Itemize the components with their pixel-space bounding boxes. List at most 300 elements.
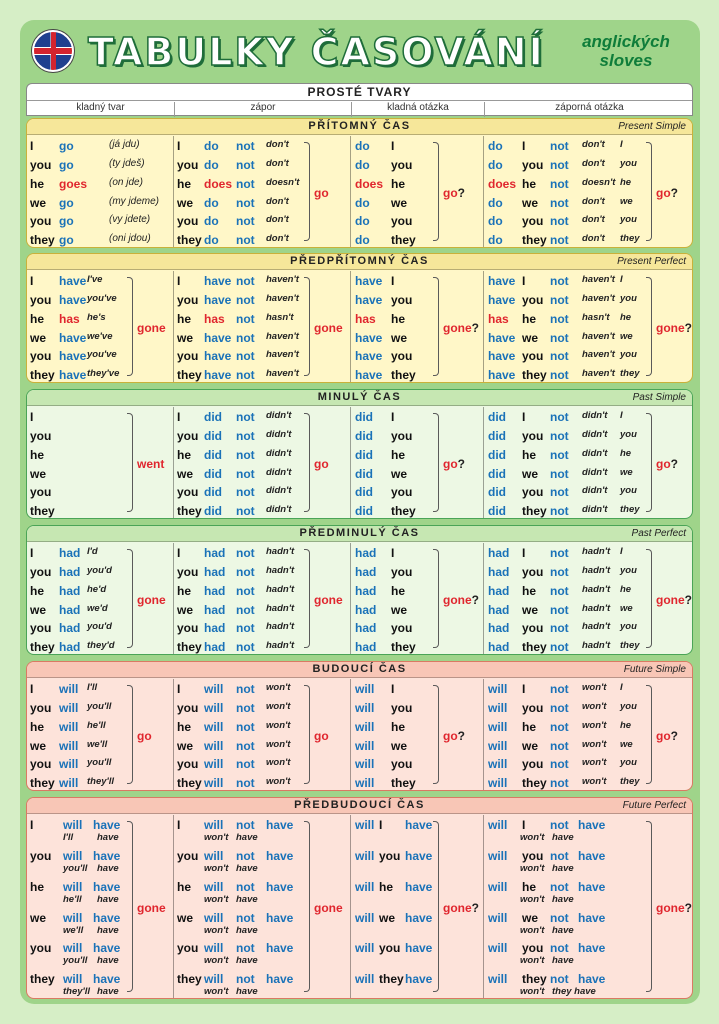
pronoun: you bbox=[522, 700, 544, 715]
table-row bbox=[27, 274, 173, 293]
table-row bbox=[484, 368, 693, 383]
subtitle-line-2: sloves bbox=[599, 51, 653, 70]
pronoun-short: I bbox=[620, 274, 623, 285]
auxiliary: did bbox=[355, 466, 373, 481]
negation: not bbox=[550, 139, 569, 153]
pronoun: he bbox=[522, 447, 537, 462]
section-heading bbox=[27, 798, 692, 814]
auxiliary: does bbox=[204, 176, 233, 191]
negation: not bbox=[236, 139, 255, 153]
contraction-have: they have bbox=[552, 986, 596, 998]
auxiliary: do bbox=[355, 157, 370, 172]
negation: not bbox=[550, 879, 569, 894]
section-english-name: Future Perfect bbox=[622, 800, 686, 811]
pronoun-short: we bbox=[620, 466, 633, 478]
pronoun: you bbox=[177, 157, 199, 172]
auxiliary: will bbox=[488, 700, 508, 715]
pronoun: we bbox=[522, 330, 539, 345]
table-row bbox=[484, 274, 693, 293]
auxiliary: will bbox=[355, 757, 375, 772]
pronoun: you bbox=[30, 292, 52, 307]
table-row bbox=[27, 233, 173, 248]
auxiliary: had bbox=[488, 621, 510, 636]
negation: not bbox=[550, 214, 569, 229]
pronoun: they bbox=[522, 233, 547, 248]
pronoun-short: you bbox=[620, 349, 637, 361]
contraction: doesn't bbox=[582, 176, 616, 188]
pronoun-short: you bbox=[620, 157, 637, 169]
auxiliary: have bbox=[488, 368, 516, 383]
pronoun: we bbox=[522, 195, 539, 210]
contraction: they'll bbox=[87, 776, 115, 788]
auxiliary: will bbox=[63, 972, 83, 987]
pronoun: you bbox=[391, 292, 413, 307]
pronoun: you bbox=[177, 941, 199, 956]
table-row bbox=[484, 331, 693, 350]
pronoun: you bbox=[379, 848, 401, 863]
pronoun: you bbox=[522, 564, 544, 579]
pronoun: we bbox=[177, 738, 194, 753]
main-verb-text: go bbox=[314, 456, 329, 471]
table-row bbox=[27, 177, 173, 196]
table-row bbox=[351, 467, 483, 486]
pronoun: I bbox=[522, 139, 526, 153]
section-name: PŘEDMINULÝ ČAS bbox=[299, 527, 420, 539]
contraction: haven't bbox=[582, 330, 615, 342]
auxiliary-have: have bbox=[405, 848, 433, 863]
auxiliary: has bbox=[355, 311, 376, 326]
negation: not bbox=[550, 602, 569, 617]
col-header-positive: kladný tvar bbox=[76, 102, 125, 113]
table-row bbox=[27, 880, 173, 911]
negation: not bbox=[236, 349, 255, 364]
section-english-name: Future Simple bbox=[623, 664, 686, 675]
auxiliary: had bbox=[488, 564, 510, 579]
negation: not bbox=[236, 564, 255, 579]
table-row bbox=[174, 972, 350, 999]
translation: (vy jdete) bbox=[109, 214, 151, 226]
table-row bbox=[174, 880, 350, 911]
contraction: you'd bbox=[87, 621, 112, 633]
table-row bbox=[174, 274, 350, 293]
table-row bbox=[174, 485, 350, 504]
pronoun: I bbox=[522, 410, 526, 424]
negation: not bbox=[236, 466, 255, 481]
question-mark: ? bbox=[670, 185, 679, 200]
pronoun: they bbox=[379, 972, 404, 987]
auxiliary: had bbox=[488, 583, 510, 598]
contraction: hadn't bbox=[266, 602, 295, 614]
page-subtitle bbox=[566, 32, 686, 70]
auxiliary: has bbox=[204, 311, 225, 326]
negation: not bbox=[236, 214, 255, 229]
table-row bbox=[351, 546, 483, 565]
pronoun: you bbox=[30, 700, 52, 715]
negation: not bbox=[550, 466, 569, 481]
pronoun: we bbox=[379, 910, 396, 925]
auxiliary: will bbox=[204, 682, 224, 696]
table-row bbox=[174, 177, 350, 196]
pronoun: you bbox=[177, 848, 199, 863]
pronoun: we bbox=[177, 910, 194, 925]
auxiliary: did bbox=[488, 466, 506, 481]
auxiliary-have: have bbox=[93, 941, 121, 956]
pronoun: they bbox=[522, 776, 547, 791]
question-mark: ? bbox=[684, 320, 693, 335]
auxiliary: have bbox=[59, 349, 87, 364]
table-row bbox=[174, 233, 350, 248]
table-row bbox=[484, 776, 693, 791]
contraction: didn't bbox=[266, 410, 292, 421]
section-english-name: Present Perfect bbox=[617, 256, 686, 267]
table-row bbox=[351, 880, 483, 911]
table-row bbox=[27, 331, 173, 350]
auxiliary: had bbox=[204, 564, 226, 579]
column-negative-question bbox=[484, 679, 693, 790]
auxiliary: will bbox=[59, 738, 79, 753]
contraction: I'll bbox=[63, 832, 74, 843]
table-row bbox=[174, 565, 350, 584]
contraction: haven't bbox=[582, 368, 615, 380]
main-verb-text: gone bbox=[656, 592, 685, 607]
auxiliary: do bbox=[355, 214, 370, 229]
table-row bbox=[484, 546, 693, 565]
auxiliary: go bbox=[59, 214, 74, 229]
translation: (ty jdeš) bbox=[109, 157, 145, 169]
column-positive bbox=[27, 543, 174, 654]
table-header bbox=[26, 83, 693, 116]
table-row bbox=[27, 757, 173, 776]
auxiliary-have: have bbox=[578, 848, 606, 863]
table-row bbox=[351, 504, 483, 519]
section-name: PŘÍTOMNÝ ČAS bbox=[308, 120, 411, 132]
pronoun: I bbox=[30, 410, 34, 424]
main-verb-text: gone bbox=[137, 592, 166, 607]
pronoun: he bbox=[391, 176, 406, 191]
contraction: didn't bbox=[582, 466, 608, 478]
negation: not bbox=[236, 233, 255, 248]
pronoun: I bbox=[177, 274, 181, 288]
pronoun: they bbox=[177, 504, 202, 519]
auxiliary: will bbox=[204, 910, 224, 925]
negation: not bbox=[550, 311, 569, 326]
contraction: won't bbox=[266, 682, 291, 693]
auxiliary: will bbox=[59, 682, 79, 696]
main-verb-text: gone bbox=[656, 900, 685, 915]
table-row bbox=[27, 941, 173, 972]
negation: not bbox=[550, 640, 569, 655]
auxiliary: had bbox=[355, 546, 377, 560]
table-row bbox=[174, 720, 350, 739]
auxiliary-have: have bbox=[405, 910, 433, 925]
table-row bbox=[351, 139, 483, 158]
table-row bbox=[27, 911, 173, 942]
pronoun: you bbox=[30, 564, 52, 579]
table-row bbox=[27, 701, 173, 720]
auxiliary: does bbox=[355, 176, 384, 191]
contraction: he'd bbox=[87, 583, 107, 595]
section-name: MINULÝ ČAS bbox=[317, 391, 402, 403]
pronoun: I bbox=[522, 274, 526, 288]
column-negative-question bbox=[484, 815, 693, 998]
auxiliary: will bbox=[355, 941, 375, 956]
column-negative bbox=[174, 407, 351, 518]
contraction-have: have bbox=[552, 832, 574, 843]
table-row bbox=[484, 621, 693, 640]
auxiliary: have bbox=[355, 274, 383, 288]
column-question bbox=[351, 407, 484, 518]
pronoun: he bbox=[379, 879, 394, 894]
table-row bbox=[27, 139, 173, 158]
pronoun: you bbox=[391, 564, 413, 579]
auxiliary: will bbox=[488, 719, 508, 734]
header-title: PROSTÉ TVARY bbox=[307, 85, 412, 99]
question-mark: ? bbox=[471, 320, 480, 335]
auxiliary: will bbox=[488, 682, 508, 696]
contraction: won't bbox=[520, 893, 545, 905]
pronoun: they bbox=[30, 233, 55, 248]
pronoun: you bbox=[177, 428, 199, 443]
contraction: they'd bbox=[87, 640, 115, 652]
negation: not bbox=[236, 972, 255, 987]
contraction: hadn't bbox=[582, 602, 611, 614]
contraction-have: have bbox=[552, 955, 574, 967]
negation: not bbox=[236, 428, 255, 443]
contraction: won't bbox=[266, 700, 291, 712]
contraction: I'll bbox=[87, 682, 98, 693]
auxiliary: have bbox=[59, 368, 87, 383]
pronoun: he bbox=[391, 311, 406, 326]
tense-section-4 bbox=[26, 525, 693, 655]
table-row bbox=[484, 485, 693, 504]
section-heading bbox=[27, 662, 692, 678]
table-row bbox=[351, 233, 483, 248]
table-row bbox=[484, 911, 693, 942]
contraction: they'll bbox=[63, 986, 91, 998]
question-mark: ? bbox=[670, 456, 679, 471]
main-verb-text: gone bbox=[314, 592, 343, 607]
contraction: didn't bbox=[266, 485, 292, 497]
contraction: hadn't bbox=[582, 621, 611, 633]
table-row bbox=[484, 701, 693, 720]
contraction: hadn't bbox=[266, 564, 295, 576]
auxiliary: had bbox=[355, 564, 377, 579]
auxiliary: do bbox=[355, 139, 370, 153]
pronoun: he bbox=[522, 879, 537, 894]
auxiliary: had bbox=[355, 583, 377, 598]
table-row bbox=[484, 849, 693, 880]
table-row bbox=[174, 368, 350, 383]
auxiliary: do bbox=[488, 214, 503, 229]
main-verb-text: go bbox=[656, 185, 671, 200]
pronoun: they bbox=[522, 972, 547, 987]
main-verb-text: gone bbox=[443, 592, 472, 607]
negation: not bbox=[550, 447, 569, 462]
auxiliary: will bbox=[355, 879, 375, 894]
table-row bbox=[484, 739, 693, 758]
table-row bbox=[351, 911, 483, 942]
pronoun: I bbox=[391, 139, 395, 153]
negation: not bbox=[550, 682, 569, 696]
pronoun: he bbox=[391, 583, 406, 598]
main-verb-text: go bbox=[314, 728, 329, 743]
pronoun-short: you bbox=[620, 292, 637, 304]
contraction: won't bbox=[582, 776, 607, 788]
pronoun: he bbox=[30, 447, 45, 462]
negation: not bbox=[550, 368, 569, 383]
table-row bbox=[174, 429, 350, 448]
pronoun: they bbox=[391, 504, 416, 519]
pronoun: we bbox=[391, 195, 408, 210]
table-row bbox=[351, 621, 483, 640]
table-row bbox=[174, 293, 350, 312]
contraction: won't bbox=[582, 738, 607, 750]
pronoun: I bbox=[30, 274, 34, 288]
negation: not bbox=[236, 504, 255, 519]
table-row bbox=[27, 621, 173, 640]
contraction: he's bbox=[87, 311, 106, 323]
auxiliary: do bbox=[204, 157, 219, 172]
auxiliary: will bbox=[63, 941, 83, 956]
auxiliary: do bbox=[204, 233, 219, 248]
contraction: haven't bbox=[266, 349, 299, 361]
auxiliary: have bbox=[355, 292, 383, 307]
auxiliary: will bbox=[488, 757, 508, 772]
section-name: PŘEDPŘÍTOMNÝ ČAS bbox=[290, 255, 429, 267]
contraction: won't bbox=[582, 700, 607, 712]
table-row bbox=[484, 233, 693, 248]
contraction: don't bbox=[266, 233, 289, 245]
auxiliary: did bbox=[204, 504, 222, 519]
question-mark: ? bbox=[457, 456, 466, 471]
column-positive bbox=[27, 679, 174, 790]
table-row bbox=[484, 196, 693, 215]
contraction: won't bbox=[204, 955, 229, 967]
table-row bbox=[484, 312, 693, 331]
table-row bbox=[174, 312, 350, 331]
pronoun: I bbox=[177, 546, 181, 560]
table-row bbox=[351, 584, 483, 603]
negation: not bbox=[236, 447, 255, 462]
table-row bbox=[174, 640, 350, 655]
contraction: don't bbox=[582, 139, 605, 150]
negation: not bbox=[236, 879, 255, 894]
pronoun: he bbox=[177, 879, 192, 894]
table-row bbox=[351, 349, 483, 368]
main-verb-text: gone bbox=[656, 320, 685, 335]
table-row bbox=[351, 972, 483, 999]
pronoun: they bbox=[391, 368, 416, 383]
translation: (já jdu) bbox=[109, 139, 140, 150]
auxiliary: will bbox=[355, 818, 375, 832]
contraction: don't bbox=[582, 157, 605, 169]
subtitle-line-1: anglických bbox=[582, 32, 670, 51]
contraction: won't bbox=[204, 862, 229, 874]
auxiliary-have: have bbox=[266, 879, 294, 894]
table-row bbox=[27, 720, 173, 739]
auxiliary: did bbox=[488, 410, 506, 424]
auxiliary: will bbox=[204, 879, 224, 894]
main-verb-text: go bbox=[443, 185, 458, 200]
pronoun-short: they bbox=[620, 504, 640, 516]
pronoun: we bbox=[522, 466, 539, 481]
auxiliary: had bbox=[59, 564, 81, 579]
table-row bbox=[27, 467, 173, 486]
auxiliary: had bbox=[204, 602, 226, 617]
pronoun: you bbox=[391, 700, 413, 715]
col-header-negative-question: záporná otázka bbox=[484, 102, 694, 117]
section-heading bbox=[27, 254, 692, 270]
contraction: won't bbox=[204, 832, 229, 843]
pronoun-short: they bbox=[620, 640, 640, 652]
table-row bbox=[174, 701, 350, 720]
table-row bbox=[484, 584, 693, 603]
column-negative-question bbox=[484, 136, 693, 247]
auxiliary: did bbox=[488, 504, 506, 519]
section-heading bbox=[27, 526, 692, 542]
pronoun: I bbox=[379, 818, 383, 832]
auxiliary: did bbox=[355, 485, 373, 500]
negation: not bbox=[236, 195, 255, 210]
contraction: won't bbox=[582, 757, 607, 769]
contraction: haven't bbox=[266, 368, 299, 380]
pronoun: you bbox=[177, 292, 199, 307]
table-row bbox=[174, 911, 350, 942]
contraction: won't bbox=[204, 893, 229, 905]
table-row bbox=[351, 776, 483, 791]
contraction: haven't bbox=[582, 274, 615, 285]
pronoun: I bbox=[177, 682, 181, 696]
pronoun-short: we bbox=[620, 738, 633, 750]
pronoun: you bbox=[522, 292, 544, 307]
contraction: doesn't bbox=[266, 176, 300, 188]
contraction: hadn't bbox=[582, 564, 611, 576]
negation: not bbox=[236, 410, 255, 424]
table-row bbox=[27, 739, 173, 758]
auxiliary: go bbox=[59, 195, 74, 210]
pronoun: they bbox=[391, 640, 416, 655]
table-row bbox=[484, 467, 693, 486]
table-row bbox=[351, 818, 483, 849]
pronoun: you bbox=[30, 428, 52, 443]
contraction: they've bbox=[87, 368, 120, 380]
negation: not bbox=[550, 274, 569, 288]
negation: not bbox=[550, 292, 569, 307]
pronoun: you bbox=[391, 214, 413, 229]
auxiliary: did bbox=[355, 410, 373, 424]
main-verb-text: gone bbox=[137, 900, 166, 915]
contraction-have: have bbox=[236, 893, 258, 905]
negation: not bbox=[550, 485, 569, 500]
auxiliary-have: have bbox=[578, 879, 606, 894]
pronoun: you bbox=[522, 485, 544, 500]
pronoun: you bbox=[30, 941, 52, 956]
pronoun: they bbox=[30, 640, 55, 655]
contraction: won't bbox=[520, 924, 545, 936]
column-positive bbox=[27, 136, 174, 247]
negation: not bbox=[550, 349, 569, 364]
auxiliary: will bbox=[355, 682, 375, 696]
uk-flag-icon bbox=[32, 30, 74, 72]
contraction: hadn't bbox=[266, 583, 295, 595]
tense-section-5 bbox=[26, 661, 693, 791]
auxiliary: will bbox=[204, 941, 224, 956]
auxiliary: will bbox=[59, 719, 79, 734]
auxiliary: do bbox=[204, 139, 219, 153]
contraction: haven't bbox=[266, 292, 299, 304]
pronoun-short: you bbox=[620, 214, 637, 226]
pronoun: you bbox=[522, 757, 544, 772]
